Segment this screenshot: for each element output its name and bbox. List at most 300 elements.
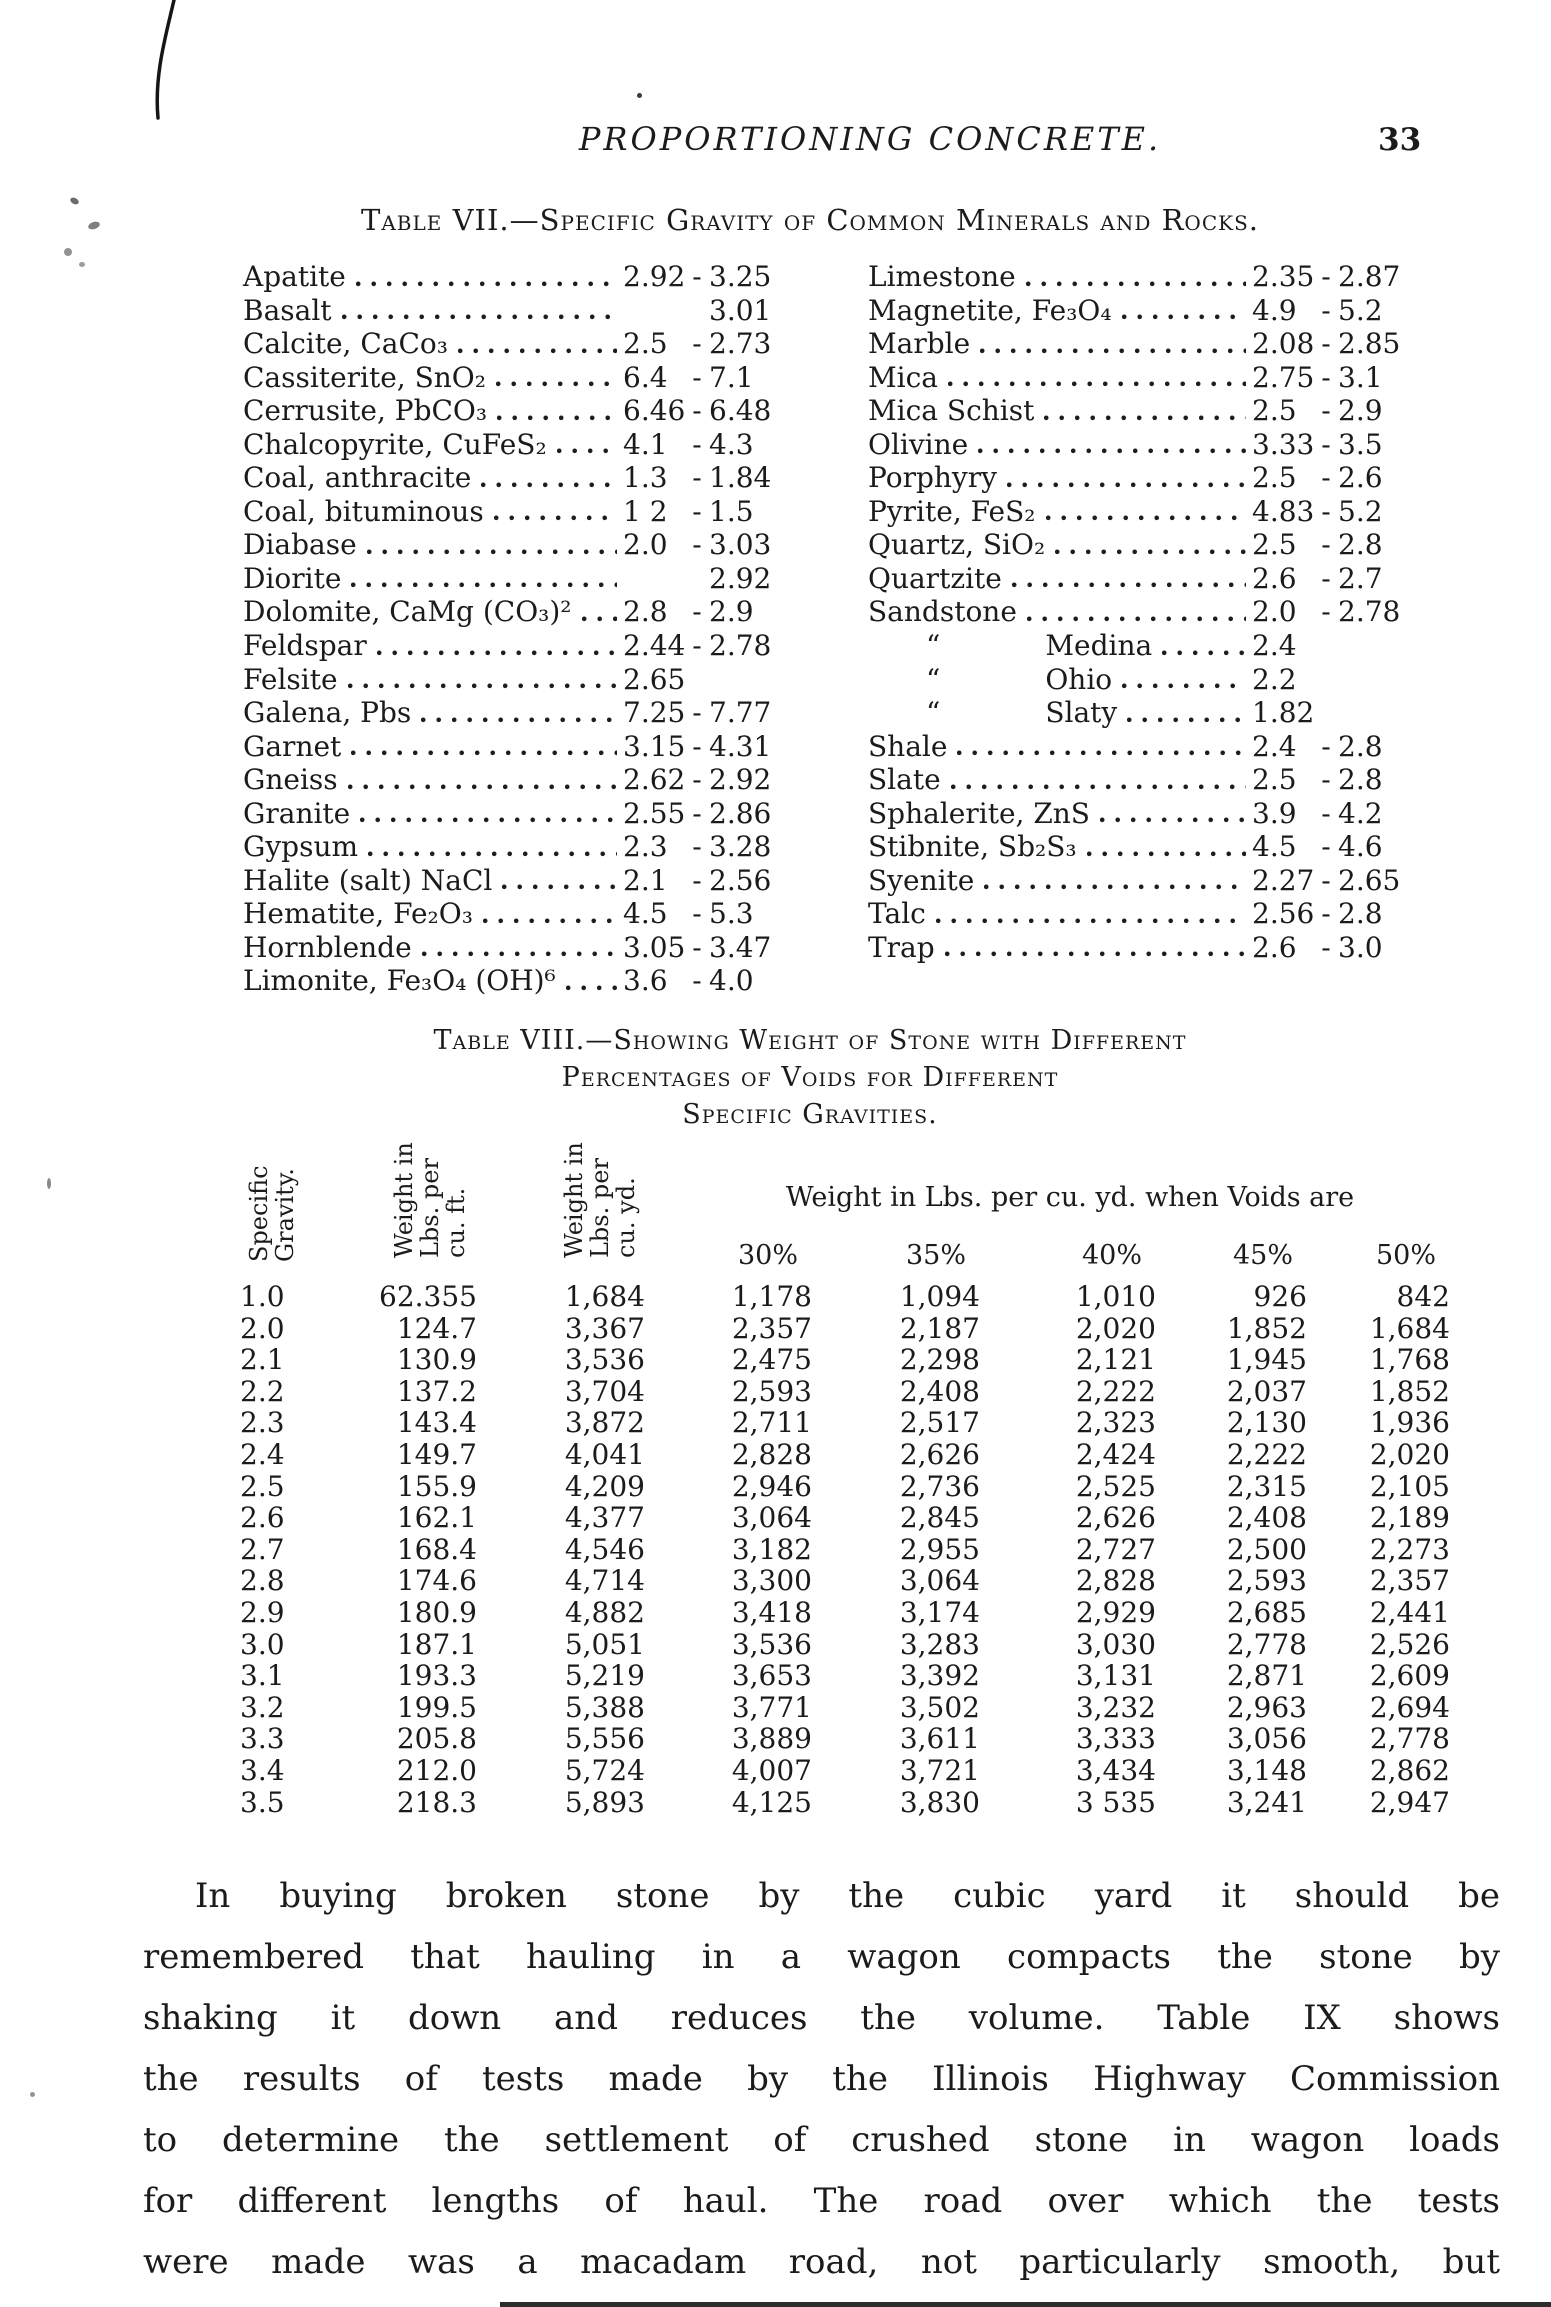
mineral-row: [868, 294, 1402, 328]
weight-value: 2,626: [1075, 1501, 1156, 1535]
scan-artifact: [79, 262, 85, 267]
mineral-name: Slaty: [1045, 696, 1118, 730]
dot-leader: [957, 750, 1246, 756]
mineral-name: Hornblende: [243, 930, 412, 964]
gravity-high: 4.3: [709, 427, 754, 461]
mineral-row: [868, 763, 1402, 797]
dot-leader: [342, 314, 617, 320]
mineral-row: [243, 864, 773, 898]
voids-percent-header: 30%: [737, 1240, 798, 1271]
gravity-high: 2.56: [709, 863, 772, 897]
weight-value: 3,030: [1075, 1627, 1156, 1661]
range-dash: -: [692, 327, 702, 361]
gravity-low: 2.35: [1252, 260, 1315, 293]
weight-value: 3,182: [731, 1532, 812, 1566]
scan-artifact: [64, 248, 72, 256]
table8-caption: [60, 1022, 1551, 1133]
mineral-row: [868, 595, 1402, 629]
weight-value: 3,536: [731, 1627, 812, 1661]
mineral-row: [868, 696, 1402, 730]
mineral-row: [868, 864, 1402, 898]
weight-value: 3,056: [1226, 1722, 1307, 1756]
dot-leader: [951, 784, 1246, 790]
weight-value: 2,862: [1369, 1753, 1450, 1787]
dot-leader: [497, 415, 617, 421]
specific-gravity-value: 1.0: [240, 1280, 285, 1313]
gravity-low: 2.92: [623, 260, 686, 293]
range-dash: -: [1321, 763, 1331, 797]
scan-artifact: [47, 1178, 51, 1189]
weight-value: 2,593: [731, 1374, 812, 1408]
range-dash: -: [692, 830, 702, 864]
weight-value: 3,653: [731, 1659, 812, 1693]
gravity-high: 2.65: [1338, 863, 1401, 897]
mineral-name: Sphalerite, ZnS: [868, 796, 1090, 830]
mineral-row: [243, 730, 773, 764]
weight-value: 3,611: [899, 1722, 980, 1756]
dot-leader: [984, 884, 1246, 890]
gravity-low: 2.1: [623, 863, 668, 897]
weight-value: 1,852: [1226, 1311, 1307, 1345]
mineral-name: Quartzite: [868, 561, 1002, 595]
gravity-high: 5.2: [1338, 293, 1383, 327]
gravity-high: 6.48: [709, 394, 772, 428]
gravity-high: 1.5: [709, 494, 754, 528]
dot-leader: [348, 784, 617, 790]
mineral-name: Cerrusite, PbCO₃: [243, 394, 488, 428]
table-row: [238, 1313, 1450, 1345]
specific-gravity-value: 2.4: [240, 1437, 285, 1471]
gravity-low: 1.82: [1252, 696, 1315, 730]
dot-leader: [377, 650, 617, 656]
gravity-low: 2.44: [623, 629, 686, 663]
dot-leader: [351, 750, 617, 756]
weight-value: 4,882: [564, 1595, 645, 1629]
weight-value: 2,441: [1369, 1595, 1450, 1629]
scan-artifact: [130, 0, 210, 130]
range-dash: -: [1321, 595, 1331, 629]
mineral-row: [868, 663, 1402, 697]
mineral-name: Mica: [868, 360, 938, 394]
gravity-high: 2.86: [709, 796, 772, 830]
specific-gravity-value: 3.3: [240, 1722, 285, 1756]
scan-artifact: [69, 196, 80, 206]
mineral-row: [868, 797, 1402, 831]
mineral-row: [868, 528, 1402, 562]
range-dash: -: [1321, 930, 1331, 964]
gravity-high: 1.84: [709, 461, 772, 495]
weight-value: 4,007: [731, 1753, 812, 1787]
gravity-low: 2.4: [1252, 729, 1297, 763]
dot-leader: [502, 884, 617, 890]
column-header-lbs-per-cuft: Weight in Lbs. per cu. ft.: [390, 1142, 470, 1258]
range-dash: -: [692, 897, 702, 931]
gravity-low: 2.6: [1252, 930, 1297, 964]
weight-value: 2,955: [899, 1532, 980, 1566]
gravity-low: 4.5: [1252, 830, 1297, 864]
gravity-low: 2.8: [623, 595, 668, 629]
weight-value: 2,222: [1226, 1437, 1307, 1471]
table7-left-column: [243, 260, 773, 998]
mineral-name: Garnet: [243, 729, 342, 763]
weight-value: 1,684: [1369, 1311, 1450, 1345]
mineral-row: [868, 260, 1402, 294]
mineral-row: [243, 964, 773, 998]
weight-value: 3,771: [731, 1690, 812, 1724]
range-dash: -: [1321, 830, 1331, 864]
weight-value: 3,131: [1075, 1659, 1156, 1693]
specific-gravity-value: 2.2: [240, 1374, 285, 1408]
weight-value: 2,105: [1369, 1469, 1450, 1503]
mineral-name: Quartz, SiO₂: [868, 528, 1046, 562]
mineral-name: Gneiss: [243, 763, 338, 797]
table-row: [238, 1471, 1450, 1503]
gravity-low: 6.4: [623, 360, 668, 394]
weight-value: 187.1: [396, 1627, 477, 1661]
specific-gravity-value: 3.5: [240, 1785, 285, 1819]
weight-value: 926: [1253, 1280, 1307, 1313]
gravity-high: 3.47: [709, 930, 772, 964]
weight-value: 3,300: [731, 1564, 812, 1598]
dot-leader: [1007, 482, 1246, 488]
mineral-name: Medina: [1045, 629, 1153, 663]
voids-spanning-header: Weight in Lbs. per cu. yd. when Voids are: [785, 1182, 1355, 1213]
weight-value: 2,828: [1075, 1564, 1156, 1598]
weight-value: 3,434: [1075, 1753, 1156, 1787]
gravity-low: 3.9: [1252, 796, 1297, 830]
gravity-high: 2.78: [709, 629, 772, 663]
weight-value: 2,526: [1369, 1627, 1450, 1661]
body-paragraph: [143, 1866, 1500, 2293]
mineral-name: Limonite, Fe₃O₄ (OH)⁶: [243, 964, 556, 998]
specific-gravity-value: 3.0: [240, 1627, 285, 1661]
weight-value: 4,546: [564, 1532, 645, 1566]
gravity-high: 3.0: [1338, 930, 1383, 964]
weight-value: 3,174: [899, 1595, 980, 1629]
weight-value: 842: [1396, 1280, 1450, 1313]
dot-leader: [1087, 851, 1246, 857]
mineral-name: Olivine: [868, 427, 969, 461]
gravity-low: 3.6: [623, 964, 668, 998]
weight-value: 4,125: [731, 1785, 812, 1819]
mineral-row: [243, 797, 773, 831]
dot-leader: [980, 348, 1246, 354]
dot-leader: [494, 515, 617, 521]
weight-value: 1,684: [564, 1280, 645, 1313]
weight-value: 2,929: [1075, 1595, 1156, 1629]
dot-leader: [496, 381, 617, 387]
voids-percent-header: 50%: [1375, 1240, 1436, 1271]
mineral-name: Mica Schist: [868, 394, 1035, 428]
mineral-name: Gypsum: [243, 830, 359, 864]
weight-value: 3,889: [731, 1722, 812, 1756]
weight-value: 218.3: [396, 1785, 477, 1819]
weight-value: 2,828: [731, 1437, 812, 1471]
mineral-row: [868, 931, 1402, 965]
dot-leader: [1046, 515, 1247, 521]
weight-value: 180.9: [396, 1595, 477, 1629]
weight-value: 62.355: [379, 1280, 477, 1313]
dot-leader: [367, 549, 617, 555]
weight-value: 2,946: [731, 1469, 812, 1503]
mineral-name: Shale: [868, 729, 948, 763]
weight-value: 3,232: [1075, 1690, 1156, 1724]
mineral-row: [243, 897, 773, 931]
dot-leader: [481, 482, 617, 488]
weight-value: 5,219: [564, 1659, 645, 1693]
weight-value: 2,222: [1075, 1374, 1156, 1408]
range-dash: -: [692, 629, 702, 663]
mineral-name: Diabase: [243, 528, 357, 562]
weight-value: 4,209: [564, 1469, 645, 1503]
dot-leader: [582, 616, 617, 622]
gravity-high: 3.28: [709, 830, 772, 864]
dot-leader: [422, 951, 617, 957]
range-dash: -: [1321, 494, 1331, 528]
gravity-low: 3.15: [623, 729, 686, 763]
weight-value: 2,357: [731, 1311, 812, 1345]
gravity-low: 2.0: [623, 528, 668, 562]
gravity-low: 4.1: [623, 427, 668, 461]
gravity-low: 2.56: [1252, 897, 1315, 931]
gravity-low: 2.5: [1252, 461, 1297, 495]
dot-leader: [557, 448, 617, 454]
range-dash: -: [692, 427, 702, 461]
gravity-high: 2.78: [1338, 595, 1401, 629]
gravity-low: 2.2: [1252, 662, 1297, 696]
table8-caption-line: Table VIII.—Showing Weight of Stone with Different: [433, 1025, 1187, 1056]
weight-value: 4,714: [564, 1564, 645, 1598]
mineral-row: [868, 361, 1402, 395]
weight-value: 2,500: [1226, 1532, 1307, 1566]
mineral-name: Coal, bituminous: [243, 494, 484, 528]
gravity-high: 2.8: [1338, 897, 1383, 931]
mineral-row: [868, 830, 1402, 864]
column-header-lbs-per-cuyd: Weight in Lbs. per cu. yd.: [560, 1142, 640, 1258]
specific-gravity-value: 2.0: [240, 1311, 285, 1345]
paragraph-line: for different lengths of haul. The road over which the tests: [143, 2181, 1500, 2221]
table-row: [238, 1787, 1450, 1819]
dot-leader: [566, 985, 617, 991]
weight-value: 2,694: [1369, 1690, 1450, 1724]
weight-value: 1,178: [731, 1280, 812, 1313]
gravity-low: 1.3: [623, 461, 668, 495]
table-row: [238, 1344, 1450, 1376]
weight-value: 137.2: [396, 1374, 477, 1408]
gravity-high: 4.6: [1338, 830, 1383, 864]
mineral-name: Stibnite, Sb₂S₃: [868, 830, 1077, 864]
gravity-low: 2.5: [1252, 528, 1297, 562]
range-dash: -: [692, 796, 702, 830]
weight-value: 2,408: [1226, 1501, 1307, 1535]
weight-value: 3,333: [1075, 1722, 1156, 1756]
mineral-row: [868, 327, 1402, 361]
mineral-name: Trap: [868, 930, 935, 964]
mineral-row: [868, 629, 1402, 663]
mineral-name: Felsite: [243, 662, 338, 696]
mineral-row: [243, 361, 773, 395]
weight-value: 2,273: [1369, 1532, 1450, 1566]
weight-value: 2,963: [1226, 1690, 1307, 1724]
weight-value: 143.4: [396, 1406, 477, 1440]
mineral-row: [868, 394, 1402, 428]
mineral-row: [243, 528, 773, 562]
specific-gravity-value: 2.9: [240, 1595, 285, 1629]
mineral-name: Granite: [243, 796, 351, 830]
table-row: [238, 1660, 1450, 1692]
dot-leader: [421, 717, 617, 723]
paragraph-line: were made was a macadam road, not particularly smooth, but: [143, 2242, 1500, 2282]
voids-percent-header: 40%: [1081, 1240, 1142, 1271]
weight-value: 1,010: [1075, 1280, 1156, 1313]
table-row: [238, 1502, 1450, 1534]
range-dash: -: [692, 461, 702, 495]
range-dash: -: [692, 930, 702, 964]
mineral-name: Dolomite, CaMg (CO₃)²: [243, 595, 572, 629]
paragraph-line: In buying broken stone by the cubic yard it should be: [195, 1876, 1500, 1916]
voids-percent-header: 45%: [1232, 1240, 1293, 1271]
weight-value: 2,871: [1226, 1659, 1307, 1693]
weight-value: 1,852: [1369, 1374, 1450, 1408]
gravity-high: 5.2: [1338, 494, 1383, 528]
mineral-name: Talc: [868, 897, 926, 931]
dot-leader: [1127, 717, 1246, 723]
gravity-low: 2.65: [623, 662, 686, 696]
weight-value: 124.7: [396, 1311, 477, 1345]
mineral-row: [243, 260, 773, 294]
range-dash: -: [1321, 897, 1331, 931]
specific-gravity-value: 2.1: [240, 1343, 285, 1377]
weight-value: 130.9: [396, 1343, 477, 1377]
gravity-high: 2.87: [1338, 260, 1401, 293]
voids-percent-header: 35%: [905, 1240, 966, 1271]
range-dash: -: [692, 863, 702, 897]
specific-gravity-value: 2.7: [240, 1532, 285, 1566]
range-dash: -: [692, 528, 702, 562]
dot-leader: [351, 582, 617, 588]
gravity-high: 3.1: [1338, 360, 1383, 394]
specific-gravity-value: 2.3: [240, 1406, 285, 1440]
range-dash: -: [1321, 327, 1331, 361]
table-row: [238, 1407, 1450, 1439]
dot-leader: [458, 348, 617, 354]
gravity-high: 2.92: [709, 763, 772, 797]
table7-caption: Table VII.—Specific Gravity of Common Minerals and Rocks.: [361, 203, 1259, 237]
weight-value: 199.5: [396, 1690, 477, 1724]
table-row: [238, 1565, 1450, 1597]
mineral-row: [243, 696, 773, 730]
weight-value: 3,418: [731, 1595, 812, 1629]
weight-value: 3,392: [899, 1659, 980, 1693]
specific-gravity-value: 3.2: [240, 1690, 285, 1724]
gravity-high: 4.2: [1338, 796, 1383, 830]
weight-value: 3,367: [564, 1311, 645, 1345]
gravity-high: 4.31: [709, 729, 772, 763]
weight-value: 5,893: [564, 1785, 645, 1819]
mineral-name: Basalt: [243, 293, 332, 327]
gravity-low: 2.5: [1252, 763, 1297, 797]
range-dash: -: [692, 360, 702, 394]
table-row: [238, 1439, 1450, 1471]
mineral-row: [868, 730, 1402, 764]
mineral-name: Magnetite, Fe₃O₄: [868, 293, 1112, 327]
voids-percent-row: [238, 1240, 1450, 1271]
mineral-name: Halite (salt) NaCl: [243, 863, 493, 897]
dot-leader: [1162, 650, 1246, 656]
mineral-row: [868, 428, 1402, 462]
weight-value: 3,536: [564, 1343, 645, 1377]
mineral-row: [243, 294, 773, 328]
weight-value: 3,064: [731, 1501, 812, 1535]
weight-value: 149.7: [396, 1437, 477, 1471]
mineral-row: [243, 428, 773, 462]
gravity-low: 2.6: [1252, 561, 1297, 595]
gravity-low: 2.27: [1252, 863, 1315, 897]
weight-value: 2,727: [1075, 1532, 1156, 1566]
weight-value: 2,121: [1075, 1343, 1156, 1377]
range-dash: -: [692, 394, 702, 428]
table8-caption-line: Specific Gravities.: [682, 1099, 938, 1130]
dot-leader: [1122, 683, 1246, 689]
dot-leader: [978, 448, 1246, 454]
gravity-high: 7.1: [709, 360, 754, 394]
weight-value: 2,593: [1226, 1564, 1307, 1598]
dot-leader: [368, 851, 617, 857]
mineral-name: Feldspar: [243, 629, 367, 663]
weight-value: 3,830: [899, 1785, 980, 1819]
weight-value: 2,685: [1226, 1595, 1307, 1629]
gravity-low: 2.62: [623, 763, 686, 797]
weight-value: 3,502: [899, 1690, 980, 1724]
table7-right-column: [868, 260, 1402, 964]
gravity-low: 2.55: [623, 796, 686, 830]
weight-value: 2,517: [899, 1406, 980, 1440]
gravity-low: 3.05: [623, 930, 686, 964]
scan-artifact: [500, 2302, 1551, 2307]
weight-value: 5,556: [564, 1722, 645, 1756]
weight-value: 2,408: [899, 1374, 980, 1408]
range-dash: -: [1321, 461, 1331, 495]
specific-gravity-value: 2.5: [240, 1469, 285, 1503]
mineral-name: Limestone: [868, 260, 1016, 293]
gravity-high: 2.9: [709, 595, 754, 629]
gravity-high: 2.9: [1338, 394, 1383, 428]
mineral-row: [868, 562, 1402, 596]
specific-gravity-value: 3.4: [240, 1753, 285, 1787]
mineral-name: Slate: [868, 763, 941, 797]
dot-leader: [945, 951, 1246, 957]
table-row: [238, 1376, 1450, 1408]
table-row: [238, 1629, 1450, 1661]
gravity-low: 6.46: [623, 394, 686, 428]
mineral-name: Sandstone: [868, 595, 1017, 629]
weight-value: 2,187: [899, 1311, 980, 1345]
gravity-high: 2.92: [709, 561, 772, 595]
mineral-name: Hematite, Fe₂O₃: [243, 897, 473, 931]
range-dash: -: [692, 696, 702, 730]
ditto-mark: “: [926, 696, 941, 730]
weight-value: 5,724: [564, 1753, 645, 1787]
weight-value: 2,315: [1226, 1469, 1307, 1503]
weight-value: 2,947: [1369, 1785, 1450, 1819]
gravity-low: 2.3: [623, 830, 668, 864]
weight-value: 205.8: [396, 1722, 477, 1756]
gravity-low: 4.5: [623, 897, 668, 931]
mineral-row: [243, 562, 773, 596]
table-row: [238, 1597, 1450, 1629]
weight-value: 212.0: [396, 1753, 477, 1787]
mineral-row: [243, 394, 773, 428]
